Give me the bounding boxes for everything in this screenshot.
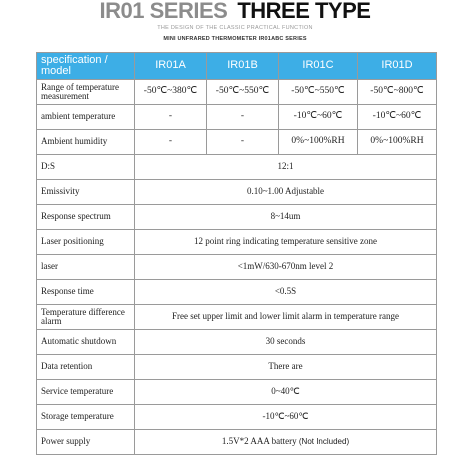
row-value (135, 430, 437, 455)
row-value (135, 255, 437, 280)
row-label: Laser positioning (37, 230, 135, 255)
table-row (37, 380, 437, 405)
row-value (135, 380, 437, 405)
table-row (37, 80, 437, 105)
row-value: -50℃~800℃ (358, 80, 437, 105)
row-value (135, 355, 437, 380)
row-value-text: 12:1 (277, 161, 294, 172)
row-value-text: 0.10~1.00 Adjustable (246, 186, 325, 197)
table-header-row (37, 53, 437, 80)
row-value (135, 330, 437, 355)
table-row (37, 355, 437, 380)
column-header-spec: specification / model (37, 53, 135, 80)
row-value-text: 8~14um (270, 211, 301, 222)
row-value-text: 12 point ring indicating temperature sensitive zone (194, 236, 377, 247)
row-value: -50℃~380℃ (135, 80, 207, 105)
table-row (37, 105, 437, 130)
subtitle-product: MINI UNFRARED THERMOMETER IR01ABC SERIES (163, 36, 307, 42)
table-row (37, 430, 437, 455)
row-value-text: -10℃~60℃ (262, 411, 309, 422)
table-row (37, 180, 437, 205)
table-row (37, 405, 437, 430)
row-value (135, 180, 437, 205)
table-row (37, 130, 437, 155)
column-header-ir01b: IR01B (207, 53, 279, 80)
row-value: 0%~100%RH (279, 130, 358, 155)
row-value-text: <1mW/630-670nm level 2 (237, 261, 334, 272)
table-row (37, 205, 437, 230)
row-label: Response time (37, 280, 135, 305)
row-label: Data retention (37, 355, 135, 380)
row-value (135, 230, 437, 255)
row-label: Service temperature (37, 380, 135, 405)
row-value-text: 0~40℃ (271, 386, 300, 397)
spec-table-body (37, 53, 437, 455)
spec-table (36, 52, 437, 455)
row-value: -50℃~550℃ (207, 80, 279, 105)
row-label: Response spectrum (37, 205, 135, 230)
title-series: IR01 SERIES (99, 0, 228, 23)
row-label: laser (37, 255, 135, 280)
row-value-text: 1.5V*2 AAA battery (221, 436, 297, 447)
row-value-text: Free set upper limit and lower limit alarm in temperature range (172, 311, 399, 322)
column-header-ir01a: IR01A (135, 53, 207, 80)
table-row (37, 255, 437, 280)
row-label: Ambient humidity (37, 130, 135, 155)
row-label: Emissivity (37, 180, 135, 205)
table-row (37, 155, 437, 180)
row-label: ambient temperature (37, 105, 135, 130)
row-value-text: 30 seconds (265, 336, 306, 347)
title-type: THREE TYPE (237, 0, 371, 23)
column-header-ir01d: IR01D (358, 53, 437, 80)
row-value: -10℃~60℃ (358, 105, 437, 130)
table-row (37, 230, 437, 255)
row-value: - (207, 130, 279, 155)
table-row (37, 305, 437, 330)
row-value: -50℃~550℃ (279, 80, 358, 105)
table-row (37, 330, 437, 355)
row-value (135, 305, 437, 330)
row-value-note: (Not Included) (298, 437, 350, 447)
row-value: - (207, 105, 279, 130)
row-value: 0%~100%RH (358, 130, 437, 155)
row-label: Power supply (37, 430, 135, 455)
row-label: Range of temperature measurement (37, 80, 135, 105)
table-row (37, 280, 437, 305)
subtitle-design: THE DESIGN OF THE CLASSIC PRACTICAL FUNCTION (157, 25, 313, 31)
row-value-text: <0.5S (274, 286, 297, 297)
row-value-text: There are (268, 361, 303, 372)
row-label: Automatic shutdown (37, 330, 135, 355)
row-value: -10℃~60℃ (279, 105, 358, 130)
row-label: Temperature difference alarm (37, 305, 135, 330)
row-value (135, 405, 437, 430)
row-value (135, 155, 437, 180)
row-label: D:S (37, 155, 135, 180)
column-header-ir01c: IR01C (279, 53, 358, 80)
row-value: - (135, 105, 207, 130)
row-value (135, 205, 437, 230)
page-header (0, 0, 470, 48)
row-value (135, 280, 437, 305)
row-label: Storage temperature (37, 405, 135, 430)
row-value: - (135, 130, 207, 155)
page-title (0, 0, 470, 24)
